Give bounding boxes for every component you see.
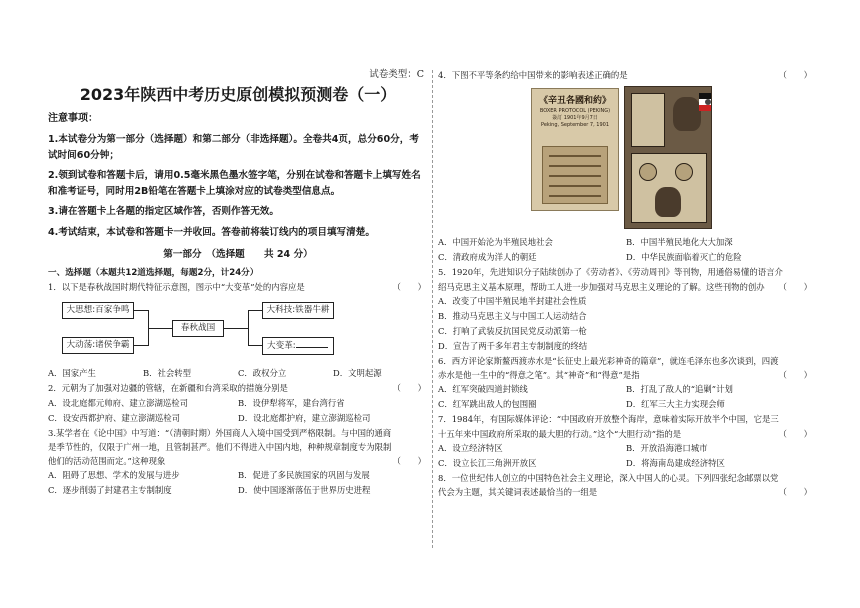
option-d: D．文明起源 (333, 368, 382, 379)
page-title: 2023年陕西中考历史原创模拟预测卷（一） (79, 85, 397, 104)
notice-1: 1.本试卷分为第一部分（选择题）和第二部分（非选择题）。全卷共4页，总分60分，考试时间60分钟； (48, 134, 419, 161)
left-column (48, 68, 428, 498)
question-5-options (438, 294, 814, 354)
diagram-connector (224, 328, 248, 329)
answer-paren: （ ） (778, 428, 812, 439)
diagram-connector (148, 328, 172, 329)
treaty-signatures-image (624, 86, 712, 229)
option-d: D．宣告了两千多年君主专制制度的终结 (438, 340, 588, 351)
question-3-options (48, 468, 428, 498)
diagram-connector (248, 310, 262, 311)
option-c: C．逐步削弱了封建君主专制制度 (48, 485, 172, 496)
option-b: B．促进了多民族国家的巩固与发展 (238, 470, 370, 481)
answer-paren: （ ） (778, 370, 812, 381)
treaty-document-picture (542, 146, 608, 204)
option-a: A．红军突破四道封锁线 (438, 384, 528, 395)
notice-heading: 注意事项： (48, 113, 98, 124)
exam-type-label: 试卷类型：C (369, 69, 424, 80)
notice-4: 4.考试结束，本试卷和答题卡一并收回。答卷前将装订线内的项目填写清楚。 (48, 226, 375, 238)
diagram-box-thought: 大思想:百家争鸣 (62, 302, 134, 319)
flag-icon (699, 93, 712, 111)
diagram-connector (134, 310, 148, 311)
treaty-poster-image (531, 88, 619, 211)
answer-paren: （ ） (392, 383, 426, 394)
part-one-heading: 第一部分 （选择题 共 24 分） (163, 249, 313, 260)
option-c: C．红军跳出敌人的包围圈 (438, 399, 537, 410)
diagram-box-technology: 大科技:铁器牛耕 (262, 302, 334, 319)
question-1 (48, 280, 428, 294)
option-d: D．红军三大主力实现会师 (626, 399, 725, 410)
option-b: B．社会转型 (143, 368, 192, 379)
option-c: C．清政府成为洋人的朝廷 (438, 252, 537, 263)
question-8-stem: 8．一位世纪伟人创立的中国特色社会主义理论，深入中国人的心灵。下列四张纪念邮票以党代会为主题，其关键词表述最恰当的一组是 (438, 473, 779, 498)
portrait-photo (655, 187, 681, 217)
question-5 (438, 265, 814, 294)
answer-paren: （ ） (392, 282, 426, 292)
column-divider (432, 70, 433, 548)
section-heading: 一、选择题（本题共12道选择题，每题2分，计24分） (48, 268, 259, 278)
question-1-stem: 1．以下是春秋战国时期代特征示意图，图示中“大变革”处的内容应是 (48, 282, 305, 292)
question-5-stem: 5．1920年，先进知识分子陆续创办了《劳动者》、《劳动周刊》等刊物，用通俗易懂的语言介绍马克思主义基本原理，帮助工人进一步加强对马克思主义理论的了解。这些刊物的创办 (438, 267, 783, 292)
option-a: A．设立经济特区 (438, 443, 503, 454)
q1-diagram (48, 300, 428, 362)
question-4-options (438, 235, 814, 265)
option-d: D．将海南岛建成经济特区 (626, 458, 725, 469)
right-column (438, 68, 814, 500)
diagram-reform-label: 大变革: (267, 341, 296, 352)
diagram-box-center: 春秋战国 (172, 320, 224, 337)
answer-paren: （ ） (778, 70, 812, 80)
diagram-connector (134, 345, 148, 346)
option-a: A．改变了中国半殖民地半封建社会性质 (438, 295, 587, 306)
question-6-stem: 6．西方评论家斯鳌西渡赤水是“长征史上最光彩神奇的篇章”，就连毛泽东也多次谈到，四渡赤水是他一生中的“得意之笔”。其“神奇”和“得意”是指 (438, 355, 779, 381)
option-d: D．使中国逐渐落伍于世界历史进程 (238, 485, 371, 496)
option-c: C．设立长江三角洲开放区 (438, 458, 537, 469)
diagram-box-turmoil: 大动荡:诸侯争霸 (62, 337, 134, 354)
question-8 (438, 471, 814, 500)
question-4 (438, 68, 814, 82)
question-2-options (48, 396, 428, 426)
question-7-options (438, 441, 814, 471)
answer-paren: （ ） (392, 456, 426, 467)
question-3-stem: 3.某学者在《论中国》中写道：“（清朝时期）外国商人入境中国受到严格限制。与中国的通商是季节性的，仅限于广州一地，且管制甚严。他们不得进入中国内地，种种规章制度专为限制他们的活动范围而定。”这种现象 (48, 427, 392, 467)
diagram-connector (248, 345, 262, 346)
option-b: B．开放沿海港口城市 (626, 443, 708, 454)
answer-paren: （ ） (778, 487, 812, 498)
option-d: D．中华民族面临着灭亡的危险 (626, 252, 742, 263)
option-c: C．设安西都护府、建立澎湖巡检司 (48, 412, 181, 423)
option-a: A．国家产生 (48, 368, 96, 379)
document-panel (631, 93, 665, 147)
option-c: C．打响了武装反抗国民党反动派第一枪 (438, 325, 587, 336)
question-2 (48, 381, 428, 395)
question-2-stem: 2．元朝为了加强对边疆的管辖，在新疆和台湾采取的措施分别是 (48, 383, 288, 394)
option-c: C．政权分立 (238, 368, 287, 379)
question-4-stem: 4．下图不平等条约给中国带来的影响表述正确的是 (438, 70, 628, 80)
option-a: A．中国开始沦为半殖民地社会 (438, 237, 553, 248)
question-1-options (48, 366, 428, 381)
diagram-blank (296, 338, 328, 348)
treaty-images (438, 88, 814, 231)
treaty-english-title: BOXER PROTOCOL (PEKING) (539, 108, 611, 115)
option-b: B．打乱了敌人的“追剿”计划 (626, 384, 733, 395)
option-b: B．推动马克思主义与中国工人运动结合 (438, 310, 587, 321)
question-6 (438, 354, 814, 383)
diagram-connector (248, 310, 249, 346)
treaty-date: 簽訂 1901年9月7日 (552, 115, 598, 122)
portrait-photo (673, 97, 701, 131)
diagram-box-reform (262, 337, 334, 355)
notice-3: 3.请在答题卡上各题的指定区域作答，否则作答无效。 (48, 206, 279, 217)
question-7 (438, 412, 814, 441)
treaty-date-english: Peking, September 7, 1901 (540, 122, 610, 129)
notice-2: 2.领到试卷和答题卡后，请用0.5毫米黑色墨水签字笔，分别在试卷和答题卡上填写姓名和准考证号，同时用2B铅笔在答题卡上填涂对应的试卷类型信息点。 (48, 170, 421, 197)
option-d: D．设北庭都护府，建立澎湖巡检司 (238, 412, 371, 423)
question-7-stem: 7．1984年，有国际媒体评论：“中国政府开放整个海岸，意味着实际开放半个中国，它是三十五年来中国政府所采取的最大胆的行动。”这个“大胆行动”指的是 (438, 414, 779, 439)
question-3 (48, 426, 428, 469)
question-6-options (438, 382, 814, 412)
treaty-title: 《辛丑各國和約》 (538, 96, 611, 107)
answer-paren: （ ） (778, 281, 812, 292)
option-b: B．中国半殖民地化大大加深 (626, 237, 733, 248)
option-a: A．设北庭都元帅府、建立澎湖巡检司 (48, 397, 189, 408)
option-a: A．阻碍了思想、学术的发展与进步 (48, 470, 180, 481)
option-b: B．设伊犁将军，建台湾行省 (238, 397, 345, 408)
